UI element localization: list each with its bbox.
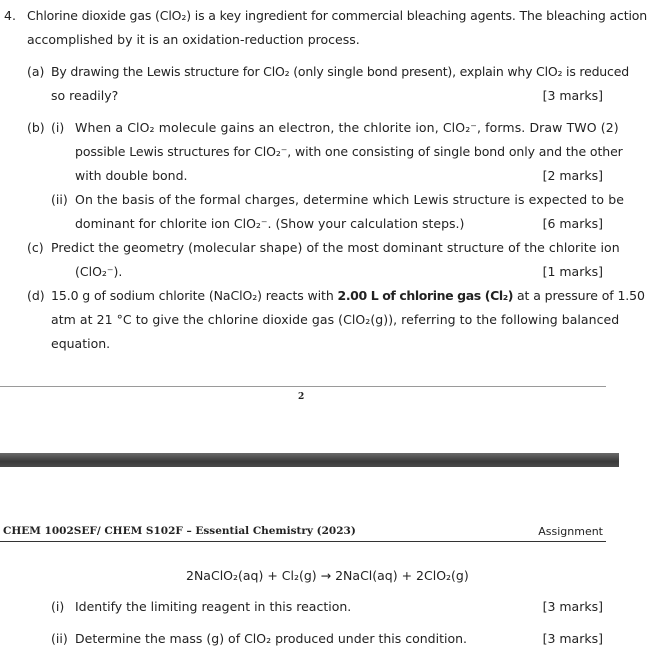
part-d-ii-label: (ii) xyxy=(51,631,68,646)
part-d-ii-text: Determine the mass (g) of ClO₂ produced under this condition. xyxy=(75,631,467,646)
question-intro-line-1: Chlorine dioxide gas (ClO₂) is a key ingredient for commercial bleaching agents. The bleaching action xyxy=(27,8,647,23)
part-a-line-1: By drawing the Lewis structure for ClO₂ (only single bond present), explain why ClO₂ is reduced xyxy=(51,64,629,79)
part-d-chlorine-volume: 2.00 L of chlorine gas (Cl₂) xyxy=(337,288,514,303)
part-d-line-1 xyxy=(51,288,645,303)
balanced-equation: 2NaClO₂(aq) + Cl₂(g) → 2NaCl(aq) + 2ClO₂(g) xyxy=(186,568,469,583)
part-b-ii-line-1: On the basis of the formal charges, determine which Lewis structure is expected to be xyxy=(75,192,625,207)
part-b-i-line-3: with double bond. xyxy=(75,168,188,183)
part-b-i-label: (i) xyxy=(51,120,65,135)
question-intro-line-2: accomplished by it is an oxidation-reduction process. xyxy=(27,32,360,47)
part-d-i-label: (i) xyxy=(51,599,65,614)
part-d-ii-marks: [3 marks] xyxy=(542,631,603,646)
part-a-label: (a) xyxy=(27,64,45,79)
course-header: CHEM 1002SEF/ CHEM S102F – Essential Chemistry (2023) xyxy=(3,525,356,537)
part-c-label: (c) xyxy=(27,240,44,255)
part-c-marks: [1 marks] xyxy=(542,264,603,279)
question-number: 4. xyxy=(4,8,16,23)
part-b-i-marks: [2 marks] xyxy=(542,168,603,183)
part-b-label: (b) xyxy=(27,120,45,135)
part-b-ii-marks: [6 marks] xyxy=(542,216,603,231)
header-rule xyxy=(0,541,606,542)
part-d-i-text: Identify the limiting reagent in this reaction. xyxy=(75,599,352,614)
part-d-i-marks: [3 marks] xyxy=(542,599,603,614)
part-b-ii-label: (ii) xyxy=(51,192,68,207)
part-d-line-2: atm at 21 °C to give the chlorine dioxide gas (ClO₂(g)), referring to the following balanced xyxy=(51,312,620,327)
part-d-line-1-start: 15.0 g of sodium chlorite (NaClO₂) reacts with xyxy=(51,288,338,303)
part-d-label: (d) xyxy=(27,288,45,303)
part-d-line-1-end: at a pressure of 1.50 xyxy=(513,288,645,303)
part-c-line-2: (ClO₂⁻). xyxy=(75,264,123,279)
part-c-line-1: Predict the geometry (molecular shape) of the most dominant structure of the chlorite ion xyxy=(51,240,620,255)
page-number: 2 xyxy=(298,392,305,402)
document-type: Assignment xyxy=(538,525,603,538)
part-d-line-3: equation. xyxy=(51,336,111,351)
page-separator xyxy=(0,453,619,467)
part-a-line-2: so readily? xyxy=(51,88,119,103)
part-a-marks: [3 marks] xyxy=(542,88,603,103)
part-b-i-line-2: possible Lewis structures for ClO₂⁻, with one consisting of single bond only and the other xyxy=(75,144,623,159)
part-b-ii-line-2: dominant for chlorite ion ClO₂⁻. (Show your calculation steps.) xyxy=(75,216,465,231)
page-footer-rule xyxy=(0,386,606,387)
part-b-i-line-1: When a ClO₂ molecule gains an electron, the chlorite ion, ClO₂⁻, forms. Draw TWO (2) xyxy=(75,120,619,135)
